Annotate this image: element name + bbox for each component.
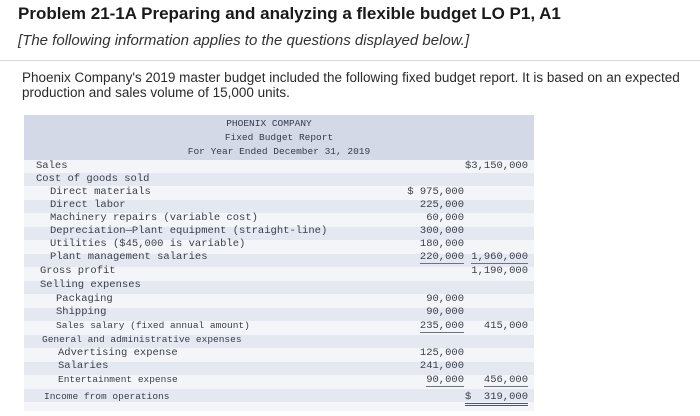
row-amount-1: 225,000 bbox=[419, 199, 464, 211]
fixed-budget-report bbox=[24, 115, 534, 411]
report-header bbox=[24, 115, 534, 160]
row-amount-1: 235,000 bbox=[419, 320, 464, 332]
table-row bbox=[24, 320, 534, 333]
report-company: PHOENIX COMPANY bbox=[226, 118, 312, 129]
row-label: Packaging bbox=[56, 293, 113, 305]
row-label: Selling expenses bbox=[40, 279, 141, 291]
row-amount-1: 241,000 bbox=[419, 360, 464, 372]
table-row bbox=[24, 212, 534, 225]
row-label: Sales bbox=[36, 160, 68, 172]
table-row bbox=[24, 251, 534, 264]
problem-note: [The following information applies to the questions displayed below.] bbox=[18, 32, 470, 49]
table-row bbox=[24, 225, 534, 238]
row-amount-2: $ 319,000 bbox=[465, 391, 528, 406]
row-amount-1: 90,000 bbox=[426, 374, 464, 386]
row-label: Gross profit bbox=[40, 265, 116, 277]
row-amount-1: 60,000 bbox=[426, 212, 464, 224]
row-label: Utilities ($45,000 is variable) bbox=[50, 238, 246, 250]
row-amount-1: $ 975,000 bbox=[407, 186, 464, 198]
problem-intro: Phoenix Company's 2019 master budget included the following fixed budget report. It is based on an expected production and sales volume of 15,000 units. bbox=[22, 70, 680, 100]
row-label: Sales salary (fixed annual amount) bbox=[56, 320, 250, 331]
row-amount-2: 456,000 bbox=[483, 374, 528, 386]
row-amount-1: 300,000 bbox=[419, 225, 464, 237]
report-period: For Year Ended December 31, 2019 bbox=[187, 146, 371, 157]
table-row bbox=[24, 173, 534, 186]
row-label: Machinery repairs (variable cost) bbox=[50, 212, 258, 224]
row-amount-2: 1,190,000 bbox=[471, 265, 528, 277]
row-label: Depreciation—Plant equipment (straight-line) bbox=[50, 225, 328, 237]
problem-title: Problem 21-1A Preparing and analyzing a flexible budget LO P1, A1 bbox=[18, 4, 561, 23]
row-label: Shipping bbox=[56, 306, 107, 318]
table-row bbox=[24, 186, 534, 199]
row-label: Plant management salaries bbox=[50, 251, 208, 263]
table-row bbox=[24, 374, 534, 387]
table-row bbox=[24, 199, 534, 212]
row-amount-1: 180,000 bbox=[419, 238, 464, 250]
row-amount-1: 220,000 bbox=[419, 251, 464, 263]
table-row bbox=[24, 238, 534, 251]
row-amount-1: 125,000 bbox=[419, 347, 464, 359]
row-amount-1: 90,000 bbox=[426, 306, 464, 318]
row-amount-2: 415,000 bbox=[483, 320, 528, 332]
table-row bbox=[24, 279, 534, 292]
row-label: Cost of goods sold bbox=[36, 173, 150, 185]
row-label: Entertainment expense bbox=[58, 374, 178, 385]
report-name: Fixed Budget Report bbox=[224, 132, 334, 143]
table-row bbox=[24, 265, 534, 278]
table-row bbox=[24, 391, 534, 404]
table-row bbox=[24, 293, 534, 306]
row-label: General and administrative expenses bbox=[42, 334, 242, 345]
row-label: Income from operations bbox=[44, 391, 170, 402]
section-divider bbox=[0, 60, 700, 61]
row-label: Direct labor bbox=[50, 199, 126, 211]
table-row bbox=[24, 160, 534, 173]
row-amount-2: 1,960,000 bbox=[471, 251, 528, 263]
row-label: Salaries bbox=[58, 360, 109, 372]
row-amount-2: $3,150,000 bbox=[464, 160, 528, 172]
row-label: Advertising expense bbox=[58, 347, 178, 359]
table-row bbox=[24, 306, 534, 319]
table-row bbox=[24, 360, 534, 373]
row-amount-1: 90,000 bbox=[426, 293, 464, 305]
table-row bbox=[24, 334, 534, 347]
row-label: Direct materials bbox=[50, 186, 151, 198]
table-row bbox=[24, 347, 534, 360]
